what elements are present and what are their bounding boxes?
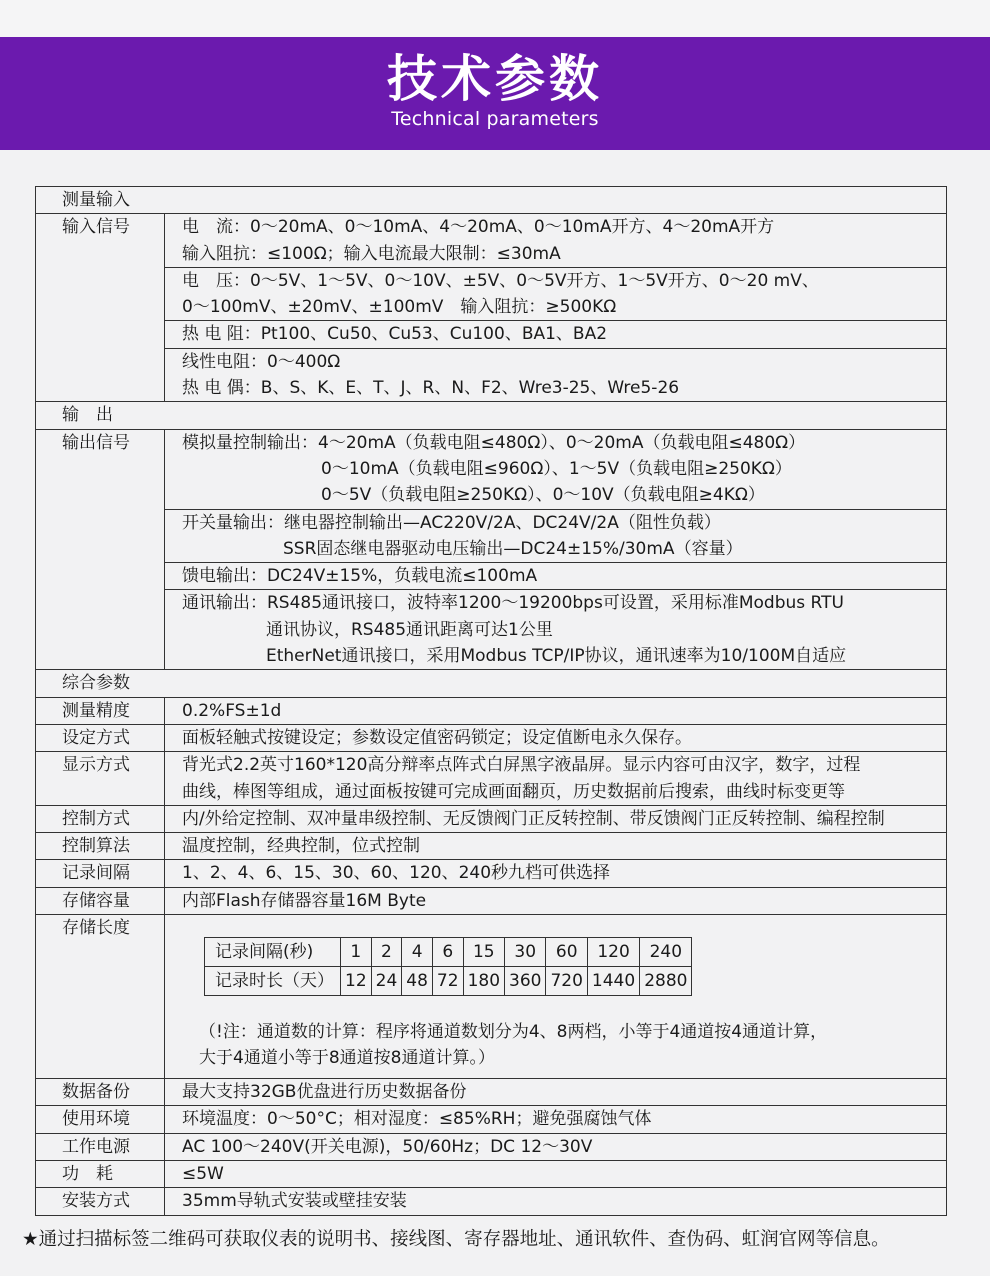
output-switch: 开关量输出：继电器控制输出—AC220V/2A、DC24V/2A（阻性负载） SSR固态继电器驱动电压输出—DC24±15%/30mA（容量）	[165, 509, 947, 563]
storage-note: （!注：通道数的计算：程序将通道数划分为4、8两档，小等于4通道按4通道计算， 大于4通道小等于8通道按8通道计算。）	[199, 1022, 828, 1069]
row-label: 控制算法	[36, 833, 165, 860]
row-value: 内/外给定控制、双冲量串级控制、无反馈阀门正反转控制、带反馈阀门正反转控制、编程控制	[165, 805, 947, 832]
interval-cell: 30	[505, 938, 546, 967]
row-value: 面板轻触式按键设定；参数设定值密码锁定；设定值断电永久保存。	[165, 724, 947, 751]
interval-cell: 1	[341, 938, 372, 967]
table-row	[36, 724, 947, 751]
row-label: 功 耗	[36, 1160, 165, 1187]
top-strip	[0, 0, 990, 37]
input-linear-thermocouple: 线性电阻：0～400Ω 热 电 偶：B、S、K、E、T、J、R、N、F2、Wre3-25、Wre5-26	[165, 348, 947, 402]
row-label: 测量精度	[36, 697, 165, 724]
interval-cell: 6	[432, 938, 463, 967]
table-row	[36, 1160, 947, 1187]
interval-header: 记录间隔(秒)	[205, 938, 341, 967]
row-value: 0.2%FS±1d	[165, 697, 947, 724]
section-header: 测量输入	[36, 187, 947, 214]
section-header: 综合参数	[36, 670, 947, 697]
duration-cell: 360	[505, 967, 546, 996]
interval-cell: 60	[546, 938, 587, 967]
row-label: 存储容量	[36, 887, 165, 914]
header-banner	[0, 37, 990, 150]
row-label: 数据备份	[36, 1079, 165, 1106]
row-value: 温度控制，经典控制，位式控制	[165, 833, 947, 860]
interval-cell: 120	[587, 938, 639, 967]
table-row	[36, 752, 947, 806]
output-comm: 通讯输出：RS485通讯接口，波特率1200～19200bps可设置，采用标准Modbus RTU 通讯协议，RS485通讯距离可达1公里 EtherNet通讯接口，采用Modbus TCP/IP协议，通讯速率为10/100M自适应	[165, 590, 947, 670]
spec-table	[35, 186, 947, 1216]
interval-cell: 240	[640, 938, 692, 967]
row-label: 设定方式	[36, 724, 165, 751]
table-row	[36, 1079, 947, 1106]
row-label: 输出信号	[36, 429, 165, 670]
duration-cell: 2880	[640, 967, 692, 996]
section-row-input	[36, 187, 947, 214]
page-title: 技术参数	[387, 50, 603, 108]
row-label: 输入信号	[36, 214, 165, 402]
table-row	[36, 805, 947, 832]
section-row-general	[36, 670, 947, 697]
table-row	[36, 509, 947, 563]
table-row	[36, 887, 947, 914]
row-label: 记录间隔	[36, 860, 165, 887]
row-label: 控制方式	[36, 805, 165, 832]
row-value: 35mm导轨式安装或壁挂安装	[165, 1188, 947, 1215]
row-value: 内部Flash存储器容量16M Byte	[165, 887, 947, 914]
interval-cell: 2	[371, 938, 402, 967]
duration-cell: 24	[371, 967, 402, 996]
duration-header: 记录时长（天）	[205, 967, 341, 996]
duration-row	[205, 967, 692, 996]
interval-cell: 4	[402, 938, 433, 967]
table-row	[36, 697, 947, 724]
table-row	[36, 915, 947, 1079]
row-value: 最大支持32GB优盘进行历史数据备份	[165, 1079, 947, 1106]
interval-cell: 15	[463, 938, 504, 967]
table-row	[36, 860, 947, 887]
row-value: 环境温度：0～50°C；相对湿度：≤85%RH；避免强腐蚀气体	[165, 1106, 947, 1133]
row-label: 使用环境	[36, 1106, 165, 1133]
duration-cell: 180	[463, 967, 504, 996]
row-value: 1、2、4、6、15、30、60、120、240秒九档可供选择	[165, 860, 947, 887]
page-subtitle: Technical parameters	[391, 108, 599, 130]
footer-note: ★通过扫描标签二维码可获取仪表的说明书、接线图、寄存器地址、通讯软件、查伪码、虹润官网等信息。	[22, 1229, 890, 1250]
table-row	[36, 321, 947, 348]
duration-table	[204, 937, 692, 996]
output-analog: 模拟量控制输出：4～20mA（负载电阻≤480Ω）、0～20mA（负载电阻≤480Ω） 0～10mA（负载电阻≤960Ω）、1～5V（负载电阻≥250KΩ） 0～5V（负载电阻≥250KΩ）、0～10V（负载电阻≥4KΩ）	[165, 429, 947, 509]
table-row	[36, 1133, 947, 1160]
row-label: 安装方式	[36, 1188, 165, 1215]
table-row	[36, 267, 947, 321]
section-header: 输 出	[36, 402, 947, 429]
duration-cell: 48	[402, 967, 433, 996]
duration-cell: 720	[546, 967, 587, 996]
storage-cell	[165, 915, 947, 1079]
table-row	[36, 1188, 947, 1215]
table-row	[36, 214, 947, 268]
duration-cell: 12	[341, 967, 372, 996]
duration-cell: 72	[432, 967, 463, 996]
interval-row	[205, 938, 692, 967]
output-feed: 馈电输出：DC24V±15%，负载电流≤100mA	[165, 563, 947, 590]
row-label: 显示方式	[36, 752, 165, 806]
table-row	[36, 563, 947, 590]
row-value: ≤5W	[165, 1160, 947, 1187]
input-current: 电 流：0～20mA、0～10mA、4～20mA、0～10mA开方、4～20mA开方 输入阻抗：≤100Ω；输入电流最大限制：≤30mA	[165, 214, 947, 268]
table-row	[36, 1106, 947, 1133]
row-label: 工作电源	[36, 1133, 165, 1160]
row-value: 背光式2.2英寸160*120高分辩率点阵式白屏黑字液晶屏。显示内容可由汉字，数字，过程 曲线，棒图等组成，通过面板按键可完成画面翻页，历史数据前后搜索，曲线时标变更等	[165, 752, 947, 806]
input-rtd: 热 电 阻：Pt100、Cu50、Cu53、Cu100、BA1、BA2	[165, 321, 947, 348]
input-voltage: 电 压：0～5V、1～5V、0～10V、±5V、0～5V开方、1～5V开方、0～20 mV、 0～100mV、±20mV、±100mV 输入阻抗：≥500KΩ	[165, 267, 947, 321]
table-row	[36, 348, 947, 402]
section-row-output	[36, 402, 947, 429]
row-label: 存储长度	[36, 915, 165, 1079]
table-row	[36, 429, 947, 509]
table-row	[36, 590, 947, 670]
duration-cell: 1440	[587, 967, 639, 996]
row-value: AC 100～240V(开关电源)，50/60Hz；DC 12～30V	[165, 1133, 947, 1160]
table-row	[36, 833, 947, 860]
